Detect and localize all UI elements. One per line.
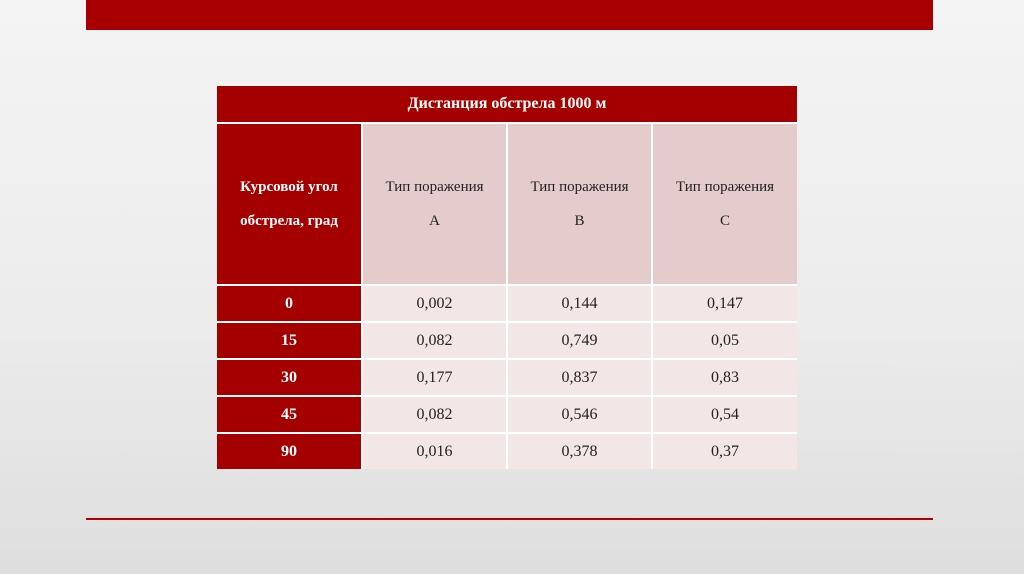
value-cell-c: 0,05 — [652, 322, 797, 359]
value-cell-c: 0,54 — [652, 396, 797, 433]
type-c-header — [652, 123, 797, 285]
type-c-label: Тип поражения — [675, 179, 775, 195]
value-cell-c: 0,37 — [652, 433, 797, 469]
data-table — [217, 86, 797, 469]
value-cell-b: 0,546 — [507, 396, 652, 433]
value-cell-a: 0,082 — [362, 396, 507, 433]
type-a-header — [362, 123, 507, 285]
type-a-label: Тип поражения — [385, 179, 484, 195]
value-cell-a: 0,082 — [362, 322, 507, 359]
title-row — [217, 86, 797, 123]
angle-cell: 0 — [217, 285, 362, 322]
type-b-label: Тип поражения — [530, 179, 629, 195]
angle-header-line-2: обстрела, град — [240, 213, 338, 229]
table-title: Дистанция обстрела 1000 м — [217, 86, 797, 123]
angle-header — [217, 123, 362, 285]
value-cell-c: 0,147 — [652, 285, 797, 322]
table-row — [217, 359, 797, 396]
angle-header-line-1: Курсовой угол — [240, 179, 338, 195]
table-row — [217, 396, 797, 433]
top-accent-bar — [86, 0, 933, 30]
type-a-letter: A — [429, 213, 440, 229]
table-row — [217, 322, 797, 359]
table-row — [217, 285, 797, 322]
angle-cell: 45 — [217, 396, 362, 433]
value-cell-c: 0,83 — [652, 359, 797, 396]
value-cell-b: 0,837 — [507, 359, 652, 396]
type-b-header — [507, 123, 652, 285]
angle-cell: 90 — [217, 433, 362, 469]
value-cell-b: 0,378 — [507, 433, 652, 469]
type-b-letter: B — [574, 213, 585, 229]
table-row — [217, 433, 797, 469]
angle-cell: 15 — [217, 322, 362, 359]
value-cell-a: 0,177 — [362, 359, 507, 396]
type-c-letter: C — [720, 213, 731, 229]
value-cell-b: 0,144 — [507, 285, 652, 322]
angle-cell: 30 — [217, 359, 362, 396]
value-cell-a: 0,016 — [362, 433, 507, 469]
header-row — [217, 123, 797, 285]
bottom-divider — [86, 518, 933, 520]
value-cell-b: 0,749 — [507, 322, 652, 359]
value-cell-a: 0,002 — [362, 285, 507, 322]
